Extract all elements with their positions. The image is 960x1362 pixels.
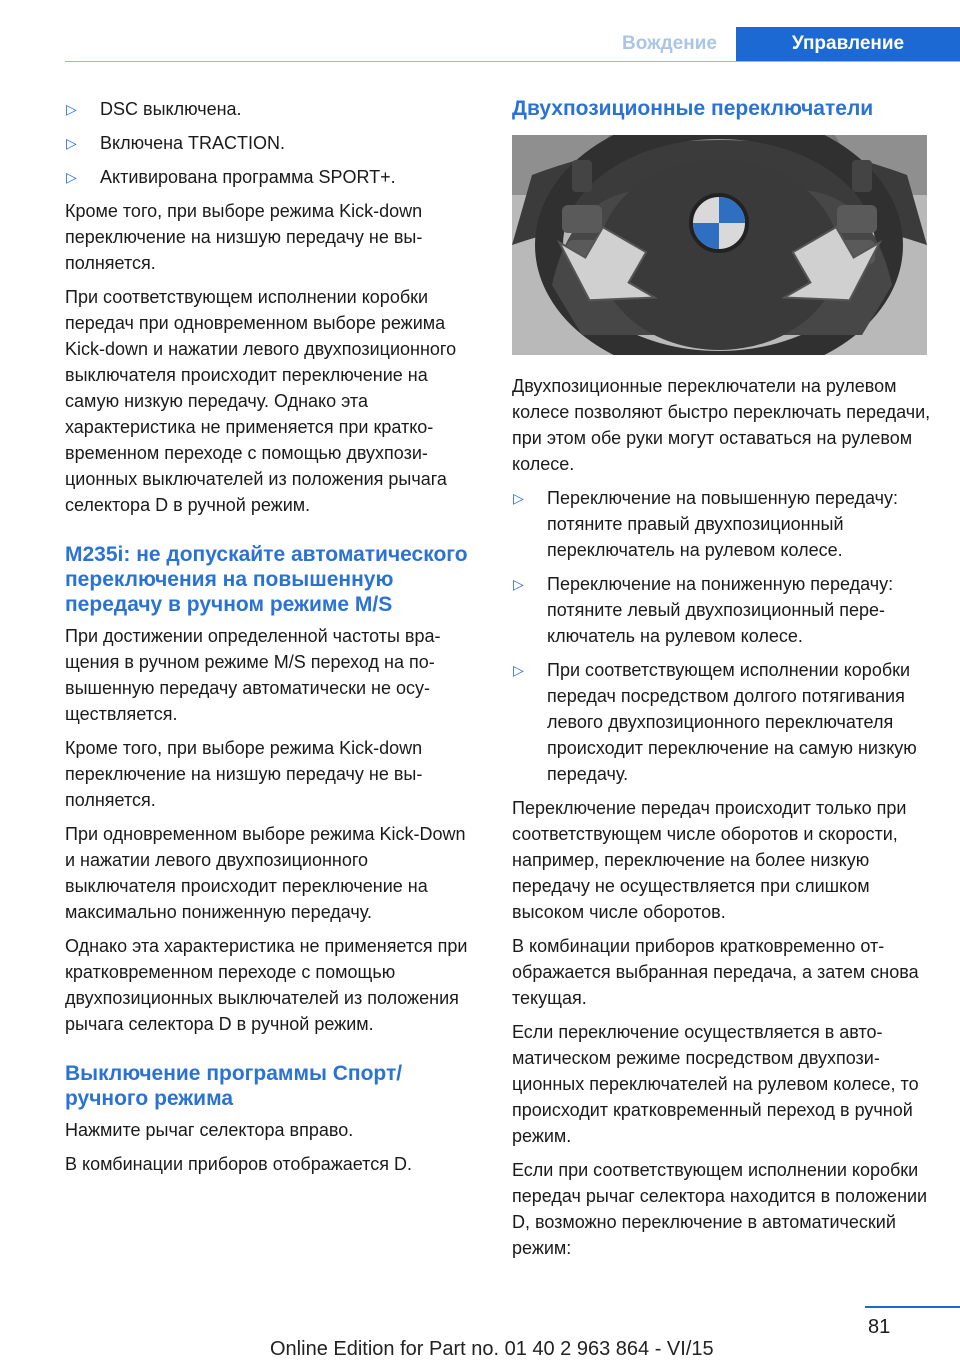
paragraph: Однако эта характеристика не применяется при кратковременном переходе с помощью двухпозиционных выключателей из положения рычага селектора D в ручной режим. xyxy=(65,936,468,1034)
paragraph: Кроме того, при выборе режима Kick-down переключение на низшую передачу не выполняется. xyxy=(65,738,423,810)
paragraph: Если при соответствующем исполнении коробки передач рычаг селектора находится в положении D, возможно переключение в автоматический режим: xyxy=(512,1160,928,1258)
tab-controls[interactable]: Управление xyxy=(736,27,960,61)
right-column xyxy=(512,96,932,1269)
paragraph: При одновременном выборе режима Kick-Down и нажатии левого двухпозиционного выключателя происходит переключение на максимально пониженную передачу. xyxy=(65,824,466,922)
footer-rule xyxy=(865,1306,960,1308)
bullet-triangle-icon: ▷ xyxy=(513,490,524,506)
section-heading: M235i: не допускайте автоматического переключения на повышенную передачу в ручном режиме M/S xyxy=(65,543,468,616)
list-item xyxy=(65,96,480,122)
list-item-text: Включена TRACTION. xyxy=(100,133,286,153)
list-item-text: Переключение на пониженную передачу: потяните левый двухпозиционный переключатель на рулевом колесе. xyxy=(547,574,894,646)
paragraph: Двухпозиционные переключатели на рулевом колесе позволяют быстро переключать передачи, при этом обе руки могут оставаться на рулевом колесе. xyxy=(512,376,931,474)
list-item-text: При соответствующем исполнении коробки передач посредством долгого потягивания левого двухпозиционного переключателя происходит переключение на самую низкую передачу. xyxy=(547,660,917,784)
header-rule xyxy=(65,61,960,62)
bullet-triangle-icon: ▷ xyxy=(66,101,77,117)
paragraph: При соответствующем исполнении коробки передач при одновременном выборе режима Kick-down и нажатии левого двухпозиционного выключателя происходит переключение на самую низкую передачу. Однако эта характеристика не применяется при кратковременном переходе с помощью двухпозиционных выключателей из положения рычага селектора D в ручной режим. xyxy=(65,287,457,515)
paragraph: В комбинации приборов отображается D. xyxy=(65,1154,412,1174)
bullet-triangle-icon: ▷ xyxy=(66,135,77,151)
paragraph: При достижении определенной частоты вращения в ручном режиме M/S переход на повышенную передачу автоматически не осуществляется. xyxy=(65,626,441,724)
list-item-text: Переключение на повышенную передачу: потяните правый двухпозиционный переключатель на рулевом колесе. xyxy=(547,488,898,560)
paragraph: Если переключение осуществляется в автоматическом режиме посредством двухпозиционных переключателей на рулевом колесе, то происходит кратковременный переход в ручной режим. xyxy=(512,1022,919,1146)
left-column xyxy=(65,96,480,1185)
list-item xyxy=(512,571,932,649)
chapter-tabs xyxy=(603,27,960,61)
list-item-text: Активирована программа SPORT+. xyxy=(100,167,396,187)
page-number: 81 xyxy=(868,1316,891,1338)
paragraph: Нажмите рычаг селектора вправо. xyxy=(65,1120,354,1140)
list-item xyxy=(512,485,932,563)
bullet-triangle-icon: ▷ xyxy=(66,169,77,185)
section-heading: Двухпозиционные переключатели xyxy=(512,97,874,120)
paragraph: Кроме того, при выборе режима Kick-down переключение на низшую передачу не выполняется. xyxy=(65,201,423,273)
steering-wheel-photo xyxy=(512,135,927,355)
section-heading: Выключение программы Спорт/ручного режима xyxy=(65,1062,403,1110)
bullet-triangle-icon: ▷ xyxy=(513,576,524,592)
paragraph: В комбинации приборов кратковременно отображается выбранная передача, а затем снова текущая. xyxy=(512,936,919,1008)
list-item-text: DSC выключена. xyxy=(100,99,242,119)
edition-note: Online Edition for Part no. 01 40 2 963 864 - VI/15 xyxy=(270,1338,714,1360)
list-item xyxy=(65,164,480,190)
list-item xyxy=(65,130,480,156)
bullet-triangle-icon: ▷ xyxy=(513,662,524,678)
list-item xyxy=(512,657,932,787)
paragraph: Переключение передач происходит только при соответствующем числе оборотов и скорости, например, переключение на более низкую передачу не осуществляется при слишком высоком числе оборотов. xyxy=(512,798,907,922)
tab-driving[interactable]: Вождение xyxy=(622,33,717,54)
